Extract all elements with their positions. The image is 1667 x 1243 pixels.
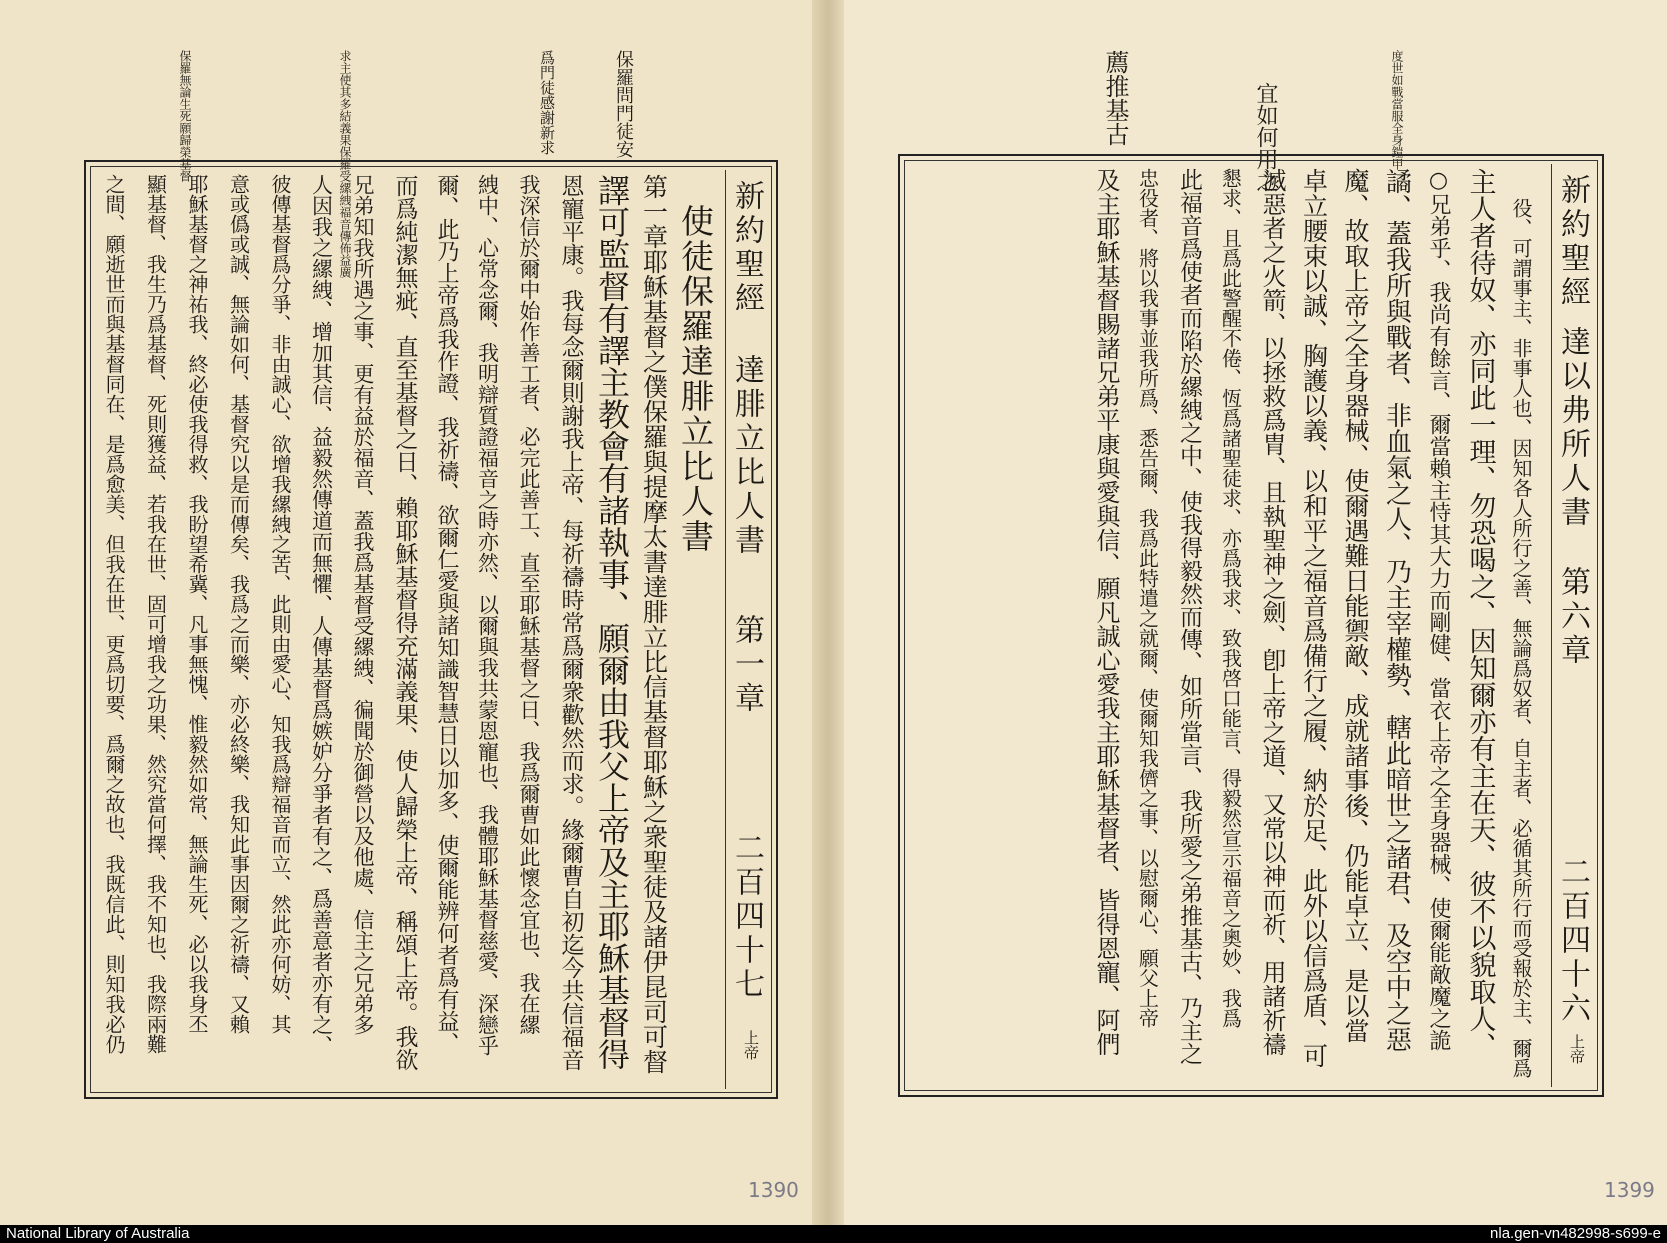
text-column: ○兄弟乎、我尚有餘言、爾當賴主恃其大力而剛健、當衣上帝之全身器械、使爾能敵魔之詭 [1426,168,1451,1051]
footer-record-id: nla.gen-vn482998-s699-e [1490,1225,1661,1242]
book-gutter [812,0,844,1225]
text-column: 忠役者、將以我事並我所爲、悉告爾、我爲此特遣之就爾、使爾知我儕之事、以慰爾心、願父上帝 [1135,168,1160,1028]
text-column: 恩寵平康。我每念爾則謝我上帝、每祈禱時常爲爾衆歡然而求。緣爾曹自初迄今共信福音 [557,174,584,1071]
text-column: 此福音爲使者而陷於縲絏之中、使我得毅然而傳、如所當言、我所愛之弟推基古、乃主之 [1176,168,1202,1065]
text-column: 譎、蓋我所與戰者、非血氣之人、乃主宰權勢、轄此暗世之諸君、及空中之惡 [1381,168,1412,1052]
text-column: 魔、故取上帝之全身器械、使爾遇難日能禦敵、成就諸事後、仍能卓立、是以當 [1341,168,1370,1043]
footer-library-name: National Library of Australia [6,1225,190,1242]
text-column: 顯基督、我生乃爲基督、死則獲益、若我在世、固可增我之功果、然究當何擇、我不知也、我際兩難 [143,174,168,1054]
text-column: 役、可謂事主、非事人也、因知各人所行之善、無論爲奴者、自主者、必循其所行而受報於主、爾爲 [1509,198,1533,1078]
text-column: 絏中、心常念爾、我明辯質證福音之時亦然、以爾與我共蒙恩寵也、我體耶穌基督慈愛、深戀乎 [475,174,500,1056]
right-header-title: 達以弗所人書 [1555,326,1590,530]
text-column: 滅惡者之火箭、以拯救爲胄、且執聖神之劍、卽上帝之道、又常以神而祈、用諸祈禱 [1258,168,1286,1056]
left-header-small: 上帝 [742,1030,760,1060]
footer-bar [0,1225,1667,1243]
text-column: 爾、此乃上帝爲我作證、我祈禱、欲爾仁愛與諸知識智慧日以加多、使爾能辨何者爲有益、 [434,174,459,1054]
text-column: 我深信於爾中始作善工者、必完此善工、直至耶穌基督之日、我爲爾曹如此懷念宜也、我在縲 [517,174,541,1035]
text-column: 主人者待奴、亦同此一理、勿恐喝之、因知爾亦有主在天、彼不以貌取人、 [1464,168,1496,1059]
margin-note: 宜如何用之 [1253,82,1278,192]
left-header-title: 達腓立比人書 [729,354,764,558]
right-page-number: 二百四十六 [1555,856,1590,1026]
text-column: 及主耶穌基督賜諸兄弟平康與愛與信、願凡誠心愛我主耶穌基督者、皆得恩寵、阿們 [1092,168,1120,1056]
right-header-chapter: 第六章 [1555,566,1590,668]
margin-note: 度世如戰當服全身鎧甲 [1390,50,1404,170]
text-column: 人因我之縲絏、增加其信、益毅然傳道而無懼、人傳基督爲嫉妒分爭者有之、爲善意者亦有之、 [309,174,334,1056]
right-text-frame [898,154,1604,1097]
right-header-book: 新約聖經 [1555,174,1590,310]
left-header-chapter: 第一章 [729,614,764,716]
text-column: 意或僞或誠、無論如何、基督究以是而傳矣、我爲之而樂、亦必終樂、我知此事因爾之祈禱、又賴 [226,174,251,1034]
text-column: 使徒保羅達腓立比人書 [676,204,715,554]
left-page-number: 二百四十七 [729,832,764,1002]
text-column: 懇求、且爲此警醒不倦、恆爲諸聖徒求、亦爲我求、致我啓口能言、得毅然宣示福音之奧妙、我爲 [1218,168,1243,1028]
left-header-book: 新約聖經 [729,180,764,316]
right-pencil-mark: 1399 [1604,1178,1655,1202]
text-column: 彼傳基督爲分爭、非由誠心、欲增我縲絏之苦、此則由愛心、知我爲辯福音而立、然此亦何妨、其 [268,174,292,1034]
left-text-frame [84,160,778,1099]
margin-note: 薦推基古 [1101,50,1129,146]
text-column: 第一章耶穌基督之僕保羅與提摩太書達腓立比信基督耶穌之衆聖徒及諸伊昆司可督 [639,174,669,1074]
right-header-small: 上帝 [1568,1034,1586,1064]
margin-note: 保羅問門徒安 [613,50,634,158]
margin-note: 爲門徒感謝新求 [538,50,556,155]
margin-note: 求主使其多結義果保羅受縲絏福音傳佈益廣 [338,50,352,278]
left-pencil-mark: 1390 [748,1178,799,1202]
text-column: 而爲純潔無疵、直至基督之日、賴耶穌基督得充滿義果、使人歸榮上帝、稱頌上帝。我欲 [391,174,418,1071]
margin-note: 保羅無論生死願歸榮基督 [178,50,192,182]
text-column: 譯可監督有譯主教會有諸執事、願爾由我父上帝及主耶穌基督得 [593,174,631,1070]
text-column: 卓立腰束以誠、胸護以義、以和平之福音爲備行之履、納於足、此外以信爲盾、可 [1299,168,1329,1068]
text-column: 兄弟知我所遇之事、更有益於福音、蓋我爲基督受縲絏、徧聞於御營以及他處、信主之兄弟多 [351,174,375,1035]
text-column: 耶穌基督之神祐我、終必使我得救、我盼望希冀、凡事無愧、惟毅然如常、無論生死、必以我身丕 [185,174,209,1034]
text-column: 之間、願逝世而與基督同在、是爲愈美、但我在世、更爲切要、爲爾之故也、我既信此、則知我必仍 [102,174,126,1054]
